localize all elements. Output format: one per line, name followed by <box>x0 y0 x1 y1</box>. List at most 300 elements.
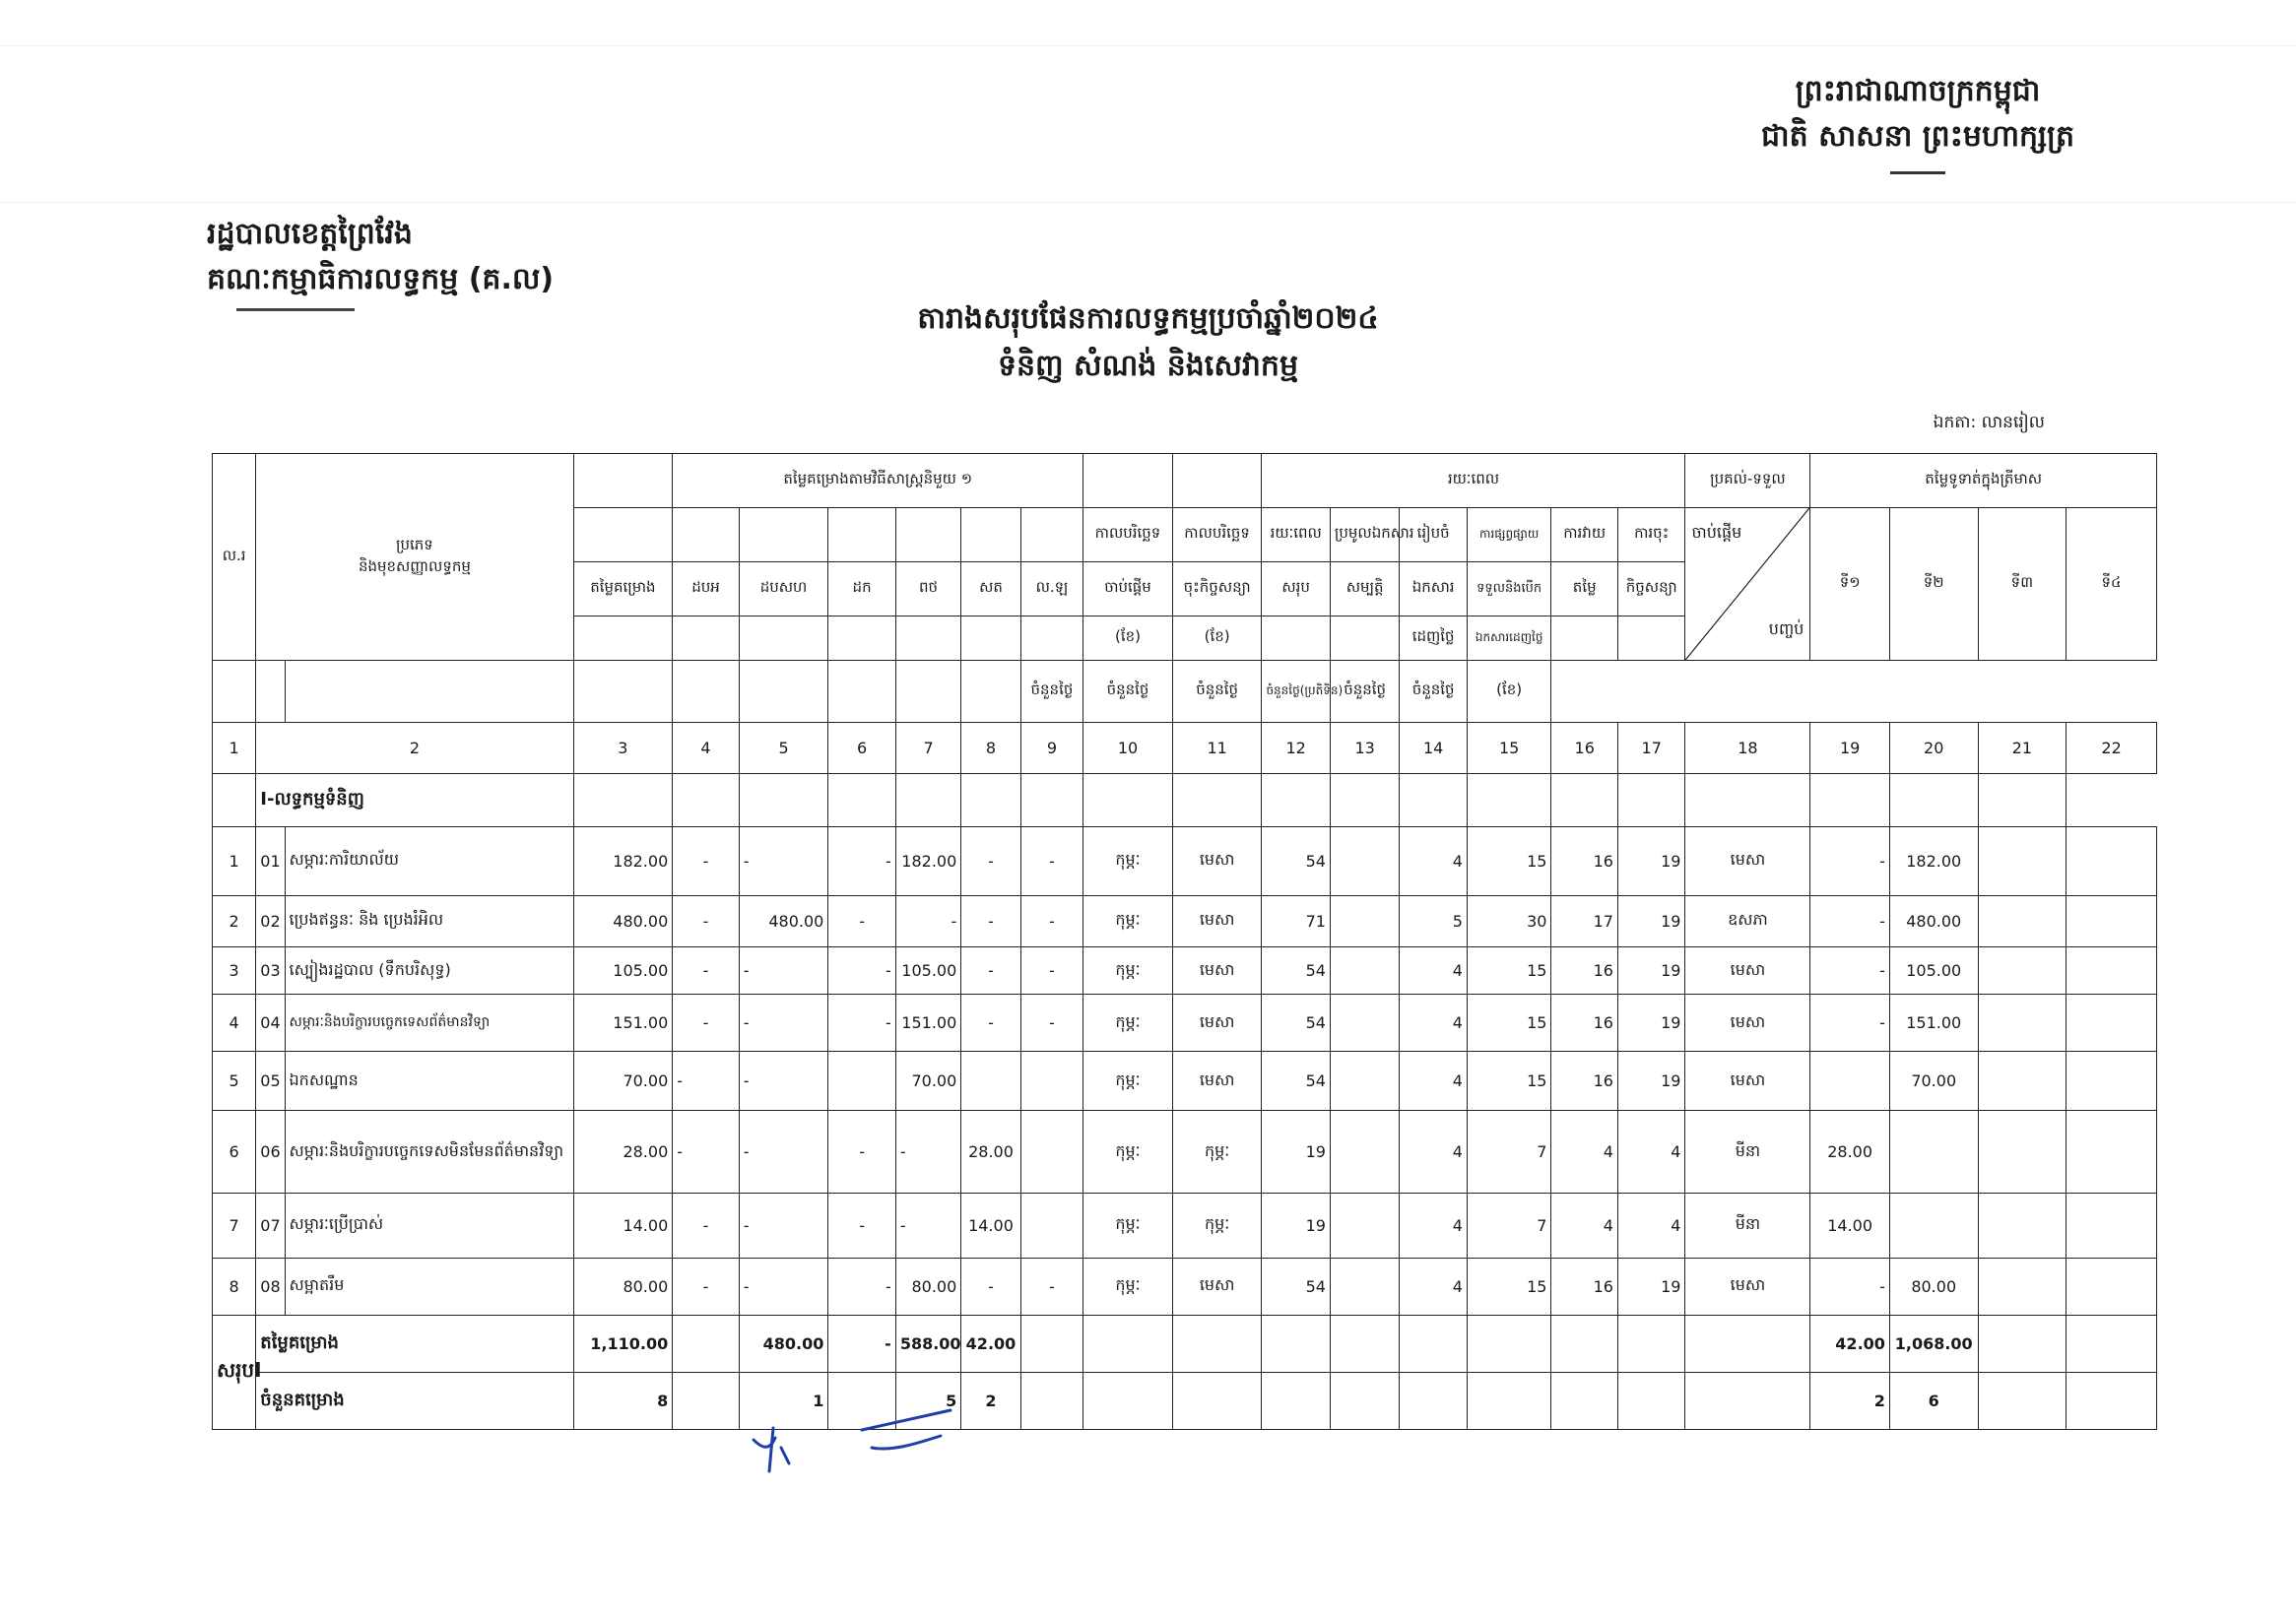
section-blank <box>1172 773 1262 826</box>
total-blank <box>1172 1315 1262 1372</box>
row-m6 <box>1020 1111 1083 1194</box>
row-days-contract: 19 <box>1617 1052 1685 1111</box>
total-count-label: ចំនួនគម្រោង <box>256 1372 573 1429</box>
row-contract-month: កុម្ភៈ <box>1172 1111 1262 1194</box>
section-blank <box>1400 773 1467 826</box>
row-days-prep: 4 <box>1400 1052 1467 1111</box>
total-blank <box>1551 1315 1617 1372</box>
row-days-bid: 15 <box>1467 995 1551 1052</box>
total-blank <box>1467 1315 1551 1372</box>
row-no: 7 <box>213 1194 256 1258</box>
row-q4 <box>2066 826 2157 895</box>
row-days-contract: 4 <box>1617 1111 1685 1194</box>
col-number: 6 <box>828 722 895 773</box>
row-days-eval: 16 <box>1551 826 1617 895</box>
row-delivery: មីនា <box>1685 1194 1810 1258</box>
row-m4: 105.00 <box>895 946 960 994</box>
total-q1: 42.00 <box>1810 1315 1890 1372</box>
section-blank <box>213 773 256 826</box>
row-code: 02 <box>256 895 285 946</box>
table-row <box>213 826 2157 895</box>
row-name: សម្ភារៈនិងបរិក្ខារបច្ចេកទេសព័ត៌មានវិទ្យា <box>285 995 573 1052</box>
row-delivery: មេសា <box>1685 1052 1810 1111</box>
col-number: 17 <box>1617 722 1685 773</box>
row-contract-month: មេសា <box>1172 826 1262 895</box>
hdr-m4: ពថ <box>895 562 960 616</box>
row-m1: - <box>673 1194 739 1258</box>
hdr-days-c13: ចំនួនថ្ងៃ <box>1083 661 1173 722</box>
row-m4: 70.00 <box>895 1052 960 1111</box>
kingdom-name: ព្រះរាជាណាចក្រកម្ពុជា <box>1795 74 2041 108</box>
col-number: 15 <box>1467 722 1551 773</box>
row-q1: - <box>1810 1258 1890 1315</box>
hdr-blank <box>256 661 285 722</box>
total-blank <box>1617 1315 1685 1372</box>
hdr-estimate-group: តម្លៃគម្រោងតាមវិធីសាស្ត្រនិមួយ ១ <box>673 454 1083 508</box>
committee-name: គណៈកម្មាធិការលទ្ធកម្ម (គ.ល) <box>207 262 555 296</box>
row-no: 3 <box>213 946 256 994</box>
row-m3: - <box>828 1111 895 1194</box>
hdr-blank <box>961 508 1020 562</box>
row-q1: - <box>1810 826 1890 895</box>
document-title-block <box>0 295 2296 390</box>
total-blank <box>1262 1315 1330 1372</box>
row-m5: - <box>961 995 1020 1052</box>
total-count-m2: 1 <box>739 1372 828 1429</box>
total-count-m4: 5 <box>895 1372 960 1429</box>
row-m6: - <box>1020 1258 1083 1315</box>
total-blank <box>1551 1372 1617 1429</box>
row-m5: 28.00 <box>961 1111 1020 1194</box>
col-number: 12 <box>1262 722 1330 773</box>
section-blank <box>1551 773 1617 826</box>
hdr-blank <box>961 616 1020 661</box>
row-days-contract: 19 <box>1617 1258 1685 1315</box>
section-blank <box>1330 773 1399 826</box>
col-number: 14 <box>1400 722 1467 773</box>
row-days-contract: 19 <box>1617 995 1685 1052</box>
hdr-c15-bot: ឯកសារដេញថ្លៃ <box>1467 616 1551 661</box>
row-q4 <box>2066 1052 2157 1111</box>
hdr-blank <box>673 616 739 661</box>
hdr-days-c16: ចំនួនថ្ងៃ <box>1330 661 1399 722</box>
row-m4: - <box>895 1111 960 1194</box>
row-days-bid: 15 <box>1467 1052 1551 1111</box>
row-q4 <box>2066 895 2157 946</box>
section-blank <box>1467 773 1551 826</box>
hdr-start-end <box>1685 508 1810 661</box>
row-days-qual <box>1330 1111 1399 1194</box>
hdr-c11-bot: (ខែ) <box>1172 616 1262 661</box>
row-delivery: ឧសភា <box>1685 895 1810 946</box>
row-estimate: 28.00 <box>573 1111 673 1194</box>
row-estimate: 480.00 <box>573 895 673 946</box>
row-days-qual <box>1330 946 1399 994</box>
col-number: 7 <box>895 722 960 773</box>
hdr-q1: ទី១ <box>1810 508 1890 661</box>
row-start-month: កុម្ភៈ <box>1083 1052 1173 1111</box>
section-blank <box>573 773 673 826</box>
row-code: 06 <box>256 1111 285 1194</box>
hdr-c15-mid: ទទួលនិងបើក <box>1467 562 1551 616</box>
row-days-eval: 4 <box>1551 1111 1617 1194</box>
hdr-blank <box>573 508 673 562</box>
row-m6: - <box>1020 995 1083 1052</box>
hdr-q3: ទី៣ <box>1978 508 2066 661</box>
total-count-q2: 6 <box>1889 1372 1978 1429</box>
hdr-estimate: តម្លៃគម្រោង <box>573 562 673 616</box>
col-number: 22 <box>2066 722 2157 773</box>
row-m2: 480.00 <box>739 895 828 946</box>
row-days-qual <box>1330 995 1399 1052</box>
section-blank <box>1889 773 1978 826</box>
row-m6: - <box>1020 946 1083 994</box>
hdr-m6: ល.ឡ <box>1020 562 1083 616</box>
col-number: 4 <box>673 722 739 773</box>
hdr-type-line2: និងមុខសញ្ញាលទ្ធកម្ម <box>358 556 471 575</box>
hdr-c15-top: ការផ្សព្វផ្សាយ <box>1467 508 1551 562</box>
row-q3 <box>1978 895 2066 946</box>
hdr-q4: ទី៤ <box>2066 508 2157 661</box>
col-number: 3 <box>573 722 673 773</box>
table-row <box>213 995 2157 1052</box>
row-q1: - <box>1810 946 1890 994</box>
row-start-month: កុម្ភៈ <box>1083 895 1173 946</box>
row-m5: - <box>961 1258 1020 1315</box>
total-blank <box>1083 1315 1173 1372</box>
row-code: 05 <box>256 1052 285 1111</box>
hdr-days-c12: ចំនួនថ្ងៃ <box>1020 661 1083 722</box>
col-number: 5 <box>739 722 828 773</box>
row-days-prep: 4 <box>1400 995 1467 1052</box>
hdr-start: ចាប់ផ្តើម <box>1691 523 1742 543</box>
row-start-month: កុម្ភៈ <box>1083 826 1173 895</box>
row-days-prep: 4 <box>1400 1258 1467 1315</box>
hdr-c14-mid: ឯកសារ <box>1400 562 1467 616</box>
hdr-c10-bot: (ខែ) <box>1083 616 1173 661</box>
hdr-m2: ដបសហ <box>739 562 828 616</box>
section-blank <box>739 773 828 826</box>
row-delivery: មេសា <box>1685 1258 1810 1315</box>
row-q3 <box>1978 826 2066 895</box>
total-blank <box>1020 1372 1083 1429</box>
total-blank <box>1262 1372 1330 1429</box>
national-motto: ជាតិ សាសនា ព្រះមហាក្សត្រ <box>1761 119 2074 154</box>
row-contract-month: មេសា <box>1172 995 1262 1052</box>
hdr-blank <box>673 661 739 722</box>
row-days-bid: 15 <box>1467 826 1551 895</box>
row-estimate: 151.00 <box>573 995 673 1052</box>
row-days-bid: 30 <box>1467 895 1551 946</box>
initials-signature <box>744 1408 970 1477</box>
header-divider <box>1890 171 1945 174</box>
section-blank <box>1083 773 1173 826</box>
section-blank <box>1020 773 1083 826</box>
row-m4: - <box>895 895 960 946</box>
document-subtitle: ទំនិញ សំណង់ និងសេវាកម្ម <box>997 349 1299 383</box>
row-days-eval: 16 <box>1551 1258 1617 1315</box>
table-row <box>213 1052 2157 1111</box>
total-count-q4 <box>2066 1372 2157 1429</box>
hdr-c12-mid: សរុប <box>1262 562 1330 616</box>
row-m2: - <box>739 1052 828 1111</box>
hdr-blank <box>739 616 828 661</box>
hdr-blank <box>573 454 673 508</box>
row-m2: - <box>739 1194 828 1258</box>
row-days-total: 71 <box>1262 895 1330 946</box>
row-contract-month: មេសា <box>1172 946 1262 994</box>
row-days-eval: 4 <box>1551 1194 1617 1258</box>
total-blank <box>1685 1372 1810 1429</box>
row-delivery: មេសា <box>1685 946 1810 994</box>
total-label: សរុបI <box>213 1315 256 1429</box>
total-q3 <box>1978 1315 2066 1372</box>
kingdom-header <box>1761 69 2074 174</box>
table-row <box>213 1258 2157 1315</box>
row-m3: - <box>828 946 895 994</box>
col-number: 11 <box>1172 722 1262 773</box>
row-estimate: 182.00 <box>573 826 673 895</box>
row-days-qual <box>1330 1258 1399 1315</box>
row-days-contract: 19 <box>1617 895 1685 946</box>
section-blank <box>1262 773 1330 826</box>
total-blank <box>1172 1372 1262 1429</box>
total-row-count <box>213 1372 2157 1429</box>
total-blank <box>1400 1315 1467 1372</box>
document-title: តារាងសរុបផែនការលទ្ធកម្មប្រចាំឆ្នាំ២០២៤ <box>917 301 1379 336</box>
hdr-blank <box>1020 616 1083 661</box>
section-blank <box>961 773 1020 826</box>
row-code: 01 <box>256 826 285 895</box>
row-days-prep: 4 <box>1400 1194 1467 1258</box>
row-q2: 105.00 <box>1889 946 1978 994</box>
section-row <box>213 773 2157 826</box>
hdr-c18-bot: (ខែ) <box>1467 661 1551 722</box>
row-q4 <box>2066 995 2157 1052</box>
row-delivery: មេសា <box>1685 995 1810 1052</box>
hdr-blank <box>1020 508 1083 562</box>
row-m1: - <box>673 995 739 1052</box>
col-number: 20 <box>1889 722 1978 773</box>
row-days-qual <box>1330 895 1399 946</box>
row-m3: - <box>828 826 895 895</box>
hdr-blank <box>213 661 256 722</box>
total-m5: 42.00 <box>961 1315 1020 1372</box>
row-days-eval: 17 <box>1551 895 1617 946</box>
row-days-bid: 7 <box>1467 1111 1551 1194</box>
total-count: 8 <box>573 1372 673 1429</box>
hdr-c14-bot: ដេញថ្លៃ <box>1400 616 1467 661</box>
hdr-type-line1: ប្រភេទ <box>396 535 433 553</box>
row-days-contract: 19 <box>1617 946 1685 994</box>
hdr-blank <box>739 661 828 722</box>
row-name: សម្ភារៈនិងបរិក្ខារបច្ចេកទេសមិនមែនព័ត៌មានវិទ្យា <box>285 1111 573 1194</box>
total-blank <box>1467 1372 1551 1429</box>
col-number: 9 <box>1020 722 1083 773</box>
total-count-q1: 2 <box>1810 1372 1890 1429</box>
row-contract-month: មេសា <box>1172 895 1262 946</box>
total-count-m1 <box>673 1372 739 1429</box>
row-m4: - <box>895 1194 960 1258</box>
row-code: 03 <box>256 946 285 994</box>
row-m2: - <box>739 826 828 895</box>
table-row <box>213 1111 2157 1194</box>
row-delivery: មីនា <box>1685 1111 1810 1194</box>
row-m3: - <box>828 895 895 946</box>
row-m4: 182.00 <box>895 826 960 895</box>
row-delivery: មេសា <box>1685 826 1810 895</box>
hdr-blank <box>1262 616 1330 661</box>
hdr-c13-top: ប្រមូលឯកសារ <box>1330 508 1399 562</box>
row-q1: 14.00 <box>1810 1194 1890 1258</box>
total-blank <box>1330 1372 1399 1429</box>
row-contract-month: កុម្ភៈ <box>1172 1194 1262 1258</box>
row-m5: 14.00 <box>961 1194 1020 1258</box>
section-blank <box>1617 773 1685 826</box>
row-contract-month: មេសា <box>1172 1052 1262 1111</box>
row-q3 <box>1978 946 2066 994</box>
section-blank <box>673 773 739 826</box>
total-count-q3 <box>1978 1372 2066 1429</box>
hdr-c16-top: ការវាយ <box>1551 508 1617 562</box>
row-days-total: 19 <box>1262 1111 1330 1194</box>
hdr-c16-mid: តម្លៃ <box>1551 562 1617 616</box>
row-days-total: 54 <box>1262 995 1330 1052</box>
hdr-type <box>256 454 573 661</box>
row-q2: 480.00 <box>1889 895 1978 946</box>
row-name: ប្រេងឥន្ធនៈ និង ប្រេងរំអិល <box>285 895 573 946</box>
hdr-blank <box>895 616 960 661</box>
row-q3 <box>1978 1111 2066 1194</box>
row-q4 <box>2066 1194 2157 1258</box>
hdr-blank <box>1551 616 1617 661</box>
table-row <box>213 895 2157 946</box>
row-m3: - <box>828 1194 895 1258</box>
section-blank <box>828 773 895 826</box>
hdr-no: ល.រ <box>213 454 256 661</box>
row-code: 08 <box>256 1258 285 1315</box>
row-days-qual <box>1330 826 1399 895</box>
row-days-qual <box>1330 1194 1399 1258</box>
row-q2 <box>1889 1194 1978 1258</box>
row-days-bid: 15 <box>1467 946 1551 994</box>
hdr-days-c17: ចំនួនថ្ងៃ <box>1400 661 1467 722</box>
hdr-m5: សត <box>961 562 1020 616</box>
hdr-blank <box>1330 616 1399 661</box>
hdr-blank <box>828 661 895 722</box>
hdr-blank <box>895 661 960 722</box>
row-estimate: 14.00 <box>573 1194 673 1258</box>
hdr-receive: ប្រគល់-ទទួល <box>1685 454 1810 508</box>
row-m1: - <box>673 1111 739 1194</box>
row-no: 8 <box>213 1258 256 1315</box>
hdr-blank <box>573 661 673 722</box>
row-m6 <box>1020 1194 1083 1258</box>
row-start-month: កុម្ភៈ <box>1083 1258 1173 1315</box>
col-number: 21 <box>1978 722 2066 773</box>
total-m4: 588.00 <box>895 1315 960 1372</box>
row-m4: 151.00 <box>895 995 960 1052</box>
row-name: សម្ភារៈការិយាល័យ <box>285 826 573 895</box>
row-m2: - <box>739 1258 828 1315</box>
hdr-c10-top: កាលបរិច្ឆេទ <box>1083 508 1173 562</box>
hdr-days-c14: ចំនួនថ្ងៃ <box>1172 661 1262 722</box>
hdr-q2: ទី២ <box>1889 508 1978 661</box>
total-blank <box>1400 1372 1467 1429</box>
row-m1: - <box>673 1052 739 1111</box>
col-number: 13 <box>1330 722 1399 773</box>
row-contract-month: មេសា <box>1172 1258 1262 1315</box>
col-number: 19 <box>1810 722 1890 773</box>
row-start-month: កុម្ភៈ <box>1083 1194 1173 1258</box>
row-m2: - <box>739 1111 828 1194</box>
row-days-bid: 15 <box>1467 1258 1551 1315</box>
col-number: 1 <box>213 722 256 773</box>
row-days-eval: 16 <box>1551 995 1617 1052</box>
row-m5: - <box>961 946 1020 994</box>
row-m3: - <box>828 1258 895 1315</box>
row-no: 1 <box>213 826 256 895</box>
row-m3: - <box>828 995 895 1052</box>
hdr-duration-group: រយៈពេល <box>1262 454 1685 508</box>
col-number: 16 <box>1551 722 1617 773</box>
hdr-c17-top: ការចុះ <box>1617 508 1685 562</box>
row-q4 <box>2066 1111 2157 1194</box>
row-no: 5 <box>213 1052 256 1111</box>
col-number: 10 <box>1083 722 1173 773</box>
row-q3 <box>1978 995 2066 1052</box>
hdr-c11-top: កាលបរិច្ឆេទ <box>1172 508 1262 562</box>
total-m1 <box>673 1315 739 1372</box>
total-blank <box>1685 1315 1810 1372</box>
hdr-days-c15: ចំនួនថ្ងៃ(ប្រតិទិន) <box>1262 661 1330 722</box>
row-start-month: កុម្ភៈ <box>1083 995 1173 1052</box>
row-m6: - <box>1020 826 1083 895</box>
row-q2: 182.00 <box>1889 826 1978 895</box>
section-blank <box>1810 773 1890 826</box>
row-q3 <box>1978 1052 2066 1111</box>
hdr-c12-top: រយៈពេល <box>1262 508 1330 562</box>
row-m1: - <box>673 1258 739 1315</box>
row-code: 04 <box>256 995 285 1052</box>
col-number: 18 <box>1685 722 1810 773</box>
row-days-prep: 4 <box>1400 826 1467 895</box>
table-row <box>213 946 2157 994</box>
hdr-c13-mid: សម្បត្តិ <box>1330 562 1399 616</box>
hdr-c17-mid: កិច្ចសន្យា <box>1617 562 1685 616</box>
total-blank <box>1083 1372 1173 1429</box>
row-m4: 80.00 <box>895 1258 960 1315</box>
total-q2: 1,068.00 <box>1889 1315 1978 1372</box>
hdr-end: បញ្ចប់ <box>1768 619 1804 639</box>
row-q4 <box>2066 1258 2157 1315</box>
row-days-eval: 16 <box>1551 946 1617 994</box>
row-estimate: 80.00 <box>573 1258 673 1315</box>
row-days-qual <box>1330 1052 1399 1111</box>
row-m6: - <box>1020 895 1083 946</box>
total-m3: - <box>828 1315 895 1372</box>
row-days-bid: 7 <box>1467 1194 1551 1258</box>
signature-stroke <box>754 1428 789 1471</box>
hdr-c14-top: រៀបចំ <box>1400 508 1467 562</box>
hdr-blank <box>285 661 573 722</box>
row-start-month: កុម្ភៈ <box>1083 946 1173 994</box>
row-start-month: កុម្ភៈ <box>1083 1111 1173 1194</box>
row-q1: - <box>1810 995 1890 1052</box>
row-m3 <box>828 1052 895 1111</box>
row-m2: - <box>739 995 828 1052</box>
procurement-plan-table <box>212 453 2157 1430</box>
